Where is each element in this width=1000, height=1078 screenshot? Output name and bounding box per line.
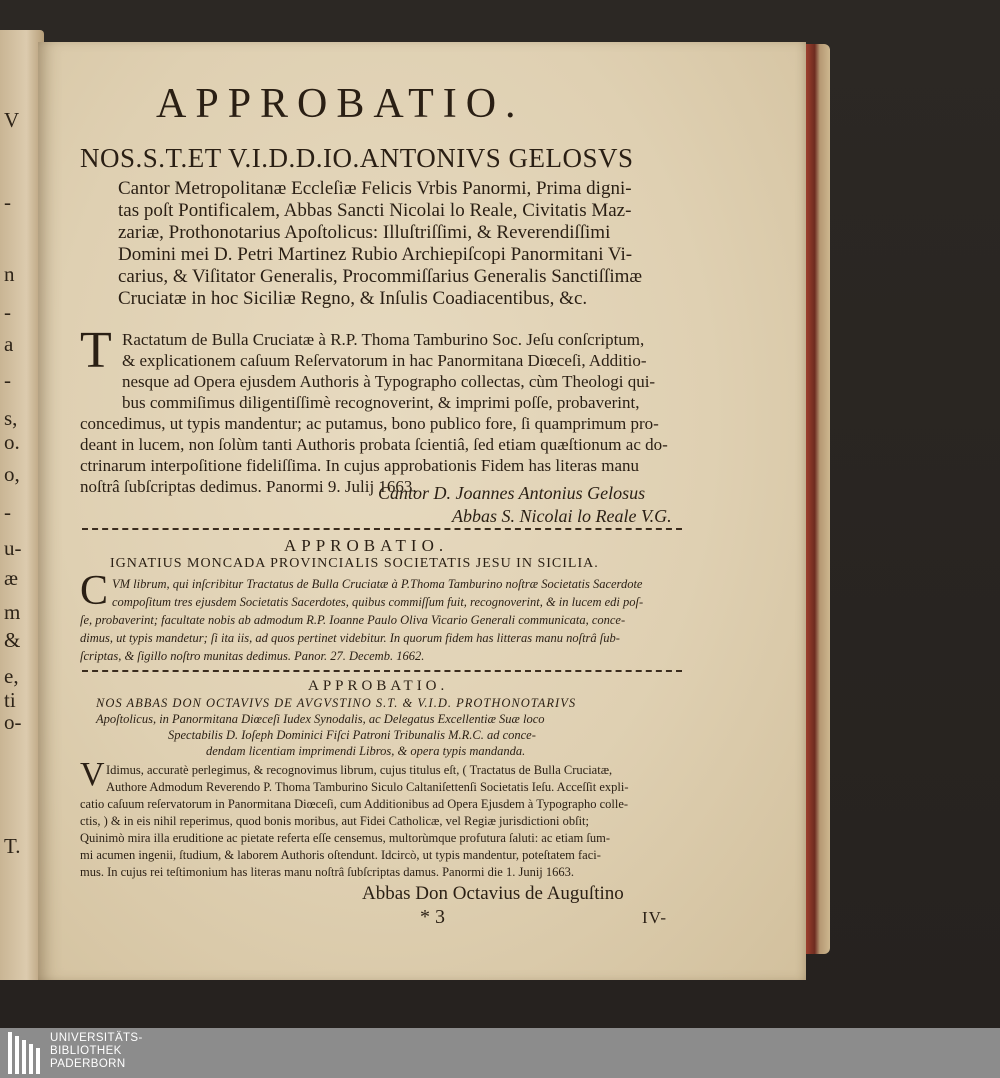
approbation-text-1 (80, 329, 668, 497)
library-logo-icon (6, 1030, 46, 1076)
dropcap-C: C (80, 568, 109, 614)
intro-line: Cantor Metropolitanæ Eccleſiæ Felicis Vrbis Panormi, Prima digni- (118, 178, 632, 199)
approbatio-title-3: APPROBATIO. (308, 678, 449, 694)
left-page-glyph: s, (4, 406, 18, 430)
text-line: deant in lucem, non ſolùm tanti Authoris probata ſcientiâ, ſed etiam quæſtionum ac do- (80, 435, 668, 454)
heading-line: NOS ABBAS DON OCTAVIVS DE AVGVSTINO S.T. & V.I.D. PROTHONOTARIVS (96, 696, 577, 710)
divider-rule (82, 528, 682, 530)
text-line: dimus, ut typis mandetur; ſi ita iis, ad quos pertinet videbitur. In quorum fidem has litteras manu noſtrâ ſub- (80, 631, 620, 645)
signature-augustino: Abbas Don Octavius de Auguſtino (362, 883, 624, 904)
text-line: ctrinarum interpoſitione fideliſſima. In cujus approbationis Fidem has literas manu (80, 456, 639, 475)
divider-rule (82, 670, 682, 672)
approbation-heading: NOS.S.T.ET V.I.D.D.IO.ANTONIVS GELOSVS (80, 143, 634, 173)
intro-line: tas poſt Pontificalem, Abbas Sancti Nicolai lo Reale, Civitatis Maz- (118, 200, 632, 221)
left-page-glyph: T. (4, 834, 21, 858)
text-line: catio caſuum reſervatorum in Panormitana Diœceſi, cum Additionibus ad Opera Ejusdem à Typographo colle- (80, 797, 629, 811)
text-line: Ractatum de Bulla Cruciatæ à R.P. Thoma Tamburino Soc. Jeſu conſcriptum, (122, 330, 645, 349)
page-title: APPROBATIO. (156, 81, 525, 127)
intro-line: Domini mei D. Petri Martinez Rubio Archiepiſcopi Panormitani Vi- (118, 244, 633, 265)
left-page-glyph: - (4, 300, 11, 324)
text-line: ſcriptas, & ſigillo noſtro munitas dedimus. Panor. 27. Decemb. 1662. (80, 649, 425, 663)
text-line: mus. In cujus rei teſtimonium has literas manu noſtrâ ſubſcriptas damus. Panormi die 1. Junij 1663. (80, 865, 575, 879)
text-line: bus commiſimus diligentiſſimè recognoverint, & imprimi poſſe, probaverint, (122, 393, 640, 412)
text-line: Idimus, accuratè perlegimus, & recognovimus librum, cujus titulus eſt, ( Tractatus de Bulla Cruciatæ, (106, 763, 613, 777)
text-line: ctis, ) & in eis nihil reperimus, quod bonis moribus, aut Fidei Catholicæ, vel Regiæ jurisdictioni obſit; (80, 814, 589, 828)
heading-line: dendam licentiam imprimendi Libros, & opera typis mandanda. (206, 744, 526, 758)
text-line: Quinimò mira illa eruditione ac pietate referta eſſe censemus, multorùmque profutura ſaluti: ac etiam ſum- (80, 831, 611, 845)
intro-line: zariæ, Prothonotarius Apoſtolicus: Illuſtriſſimi, & Reverendiſſimi (118, 222, 611, 243)
library-name-line-2: BIBLIOTHEK (50, 1045, 122, 1057)
approbation-text-3 (80, 762, 629, 881)
left-page-glyph: æ (4, 566, 19, 590)
approbation-text-2 (80, 575, 643, 665)
text-line: noſtrâ ſubſcriptas dedimus. Panormi 9. Julij 1663. (80, 477, 417, 496)
text-line: Authore Admodum Reverendo P. Thoma Tamburino Siculo Caltaniſettenſi Societatis Ieſu. Acceſſit expli- (106, 780, 629, 794)
signature-gelosus: Cantor D. Joannes Antonius Gelosus (378, 483, 646, 503)
library-name-line-3: PADERBORN (50, 1058, 126, 1070)
left-page-glyph: - (4, 368, 11, 392)
left-page-glyph: & (4, 628, 21, 652)
text-line: & explicationem caſuum Reſervatorum in hac Panormitana Diœceſi, Additio- (122, 351, 647, 370)
signature-mark: * 3 (420, 906, 445, 928)
left-page-glyph: o, (4, 462, 20, 486)
library-footer-bar (0, 1028, 1000, 1078)
heading-line: Apoſtolicus, in Panormitana Diœceſi Iudex Synodalis, ac Delegatus Excellentiæ Suæ loco (96, 712, 545, 726)
library-name-line-1: UNIVERSITÄTS- (50, 1032, 143, 1044)
intro-line: carius, & Viſitator Generalis, Procommiſſarius Generalis Sanctiſſimæ (118, 266, 643, 287)
text-line: concedimus, ut typis mandentur; ac putamus, bono publico fore, ſi quamprimum pro- (80, 414, 659, 433)
augustino-heading (96, 695, 576, 759)
moncada-heading: IGNATIUS MONCADA PROVINCIALIS SOCIETATIS JESU IN SICILIA. (110, 556, 599, 571)
left-page-glyph: V (4, 108, 20, 132)
text-line: nesque ad Opera ejusdem Authoris à Typographo collectas, cùm Theologi qui- (122, 372, 656, 391)
signature-abbas-nicolai: Abbas S. Nicolai lo Reale V.G. (452, 506, 672, 526)
intro-line: Cruciatæ in hoc Siciliæ Regno, & Inſulis Coadiacentibus, &c. (118, 288, 588, 309)
dropcap-T: T (80, 322, 112, 379)
left-page-glyph: o- (4, 710, 22, 734)
text-line: compoſitum tres ejusdem Societatis Sacerdotes, quibus commiſſum fuit, recognoverint, & in lucem edi poſ- (112, 595, 644, 609)
text-line: VM librum, qui inſcribitur Tractatus de Bulla Cruciatæ à P.Thoma Tamburino noſtræ Societatis Sacerdote (112, 577, 643, 591)
left-page-glyph: o. (4, 430, 20, 454)
left-page-glyph: ti (4, 688, 16, 712)
heading-line: Spectabilis D. Ioſeph Dominici Fiſci Patroni Tribunalis M.R.C. ad conce- (168, 728, 536, 742)
left-page-glyph: - (4, 190, 11, 214)
text-line: ſe, probaverint; facultate nobis ab admodum R.P. Ioanne Paulo Oliva Vicario Generali communicata, conce- (80, 613, 626, 627)
left-page-glyph: e, (4, 664, 19, 688)
intro-paragraph (118, 178, 642, 310)
left-page-glyph: m (4, 600, 21, 624)
text-line: mi acumen ingenii, ſtudium, & laborem Authoris oſtendunt. Idcircò, ut typis mandentur, poteſtatem faci- (80, 848, 601, 862)
dropcap-V: V (80, 756, 105, 793)
left-page-glyph: a (4, 332, 14, 356)
approbatio-title-2: APPROBATIO. (284, 536, 449, 555)
document-page (38, 42, 806, 980)
left-page-glyph: n (4, 262, 15, 286)
left-page-glyph: u- (4, 536, 22, 560)
left-page-glyph: - (4, 500, 11, 524)
catchword: IV- (642, 908, 668, 927)
